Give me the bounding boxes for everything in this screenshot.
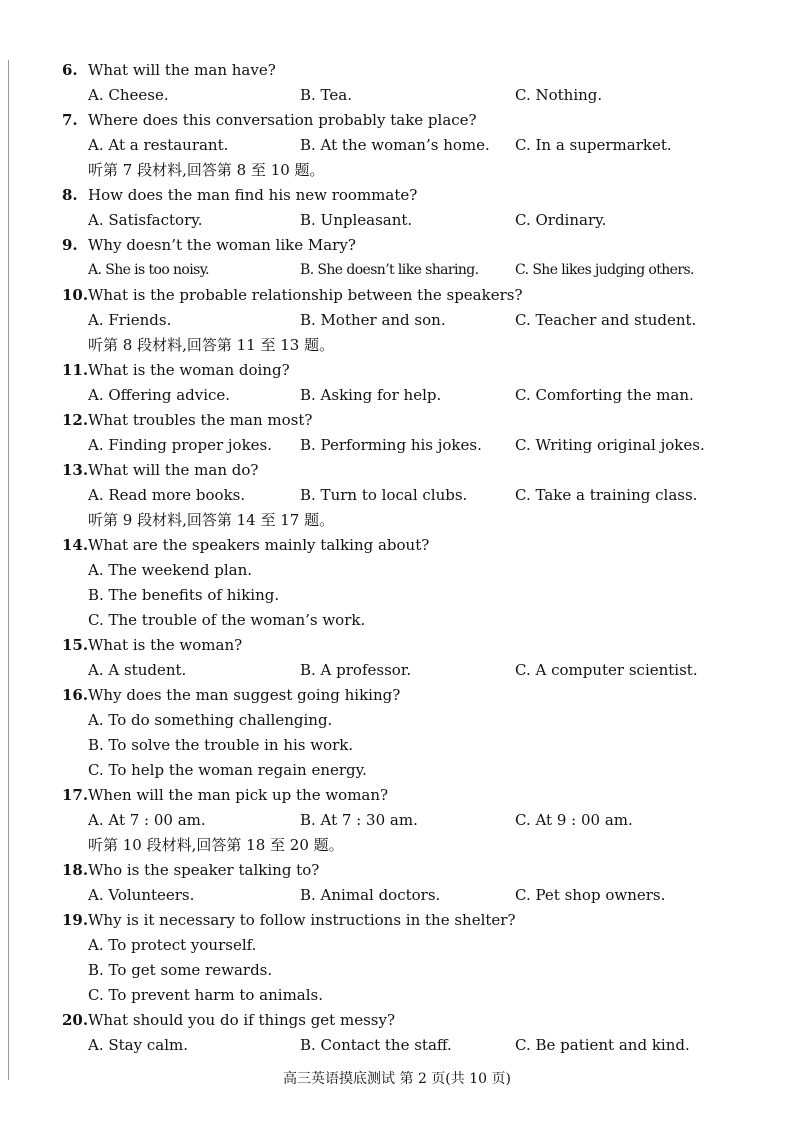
question-text: When will the man pick up the woman? [88, 786, 389, 804]
question-number: 7. [62, 111, 78, 129]
option-c: C. Ordinary. [515, 211, 607, 229]
question [62, 358, 762, 383]
option-c: C. She likes judging others. [515, 262, 694, 278]
question [62, 458, 762, 483]
question [62, 908, 762, 933]
option-line: A. To protect yourself. [88, 936, 257, 954]
option-a: A. She is too noisy. [88, 262, 210, 278]
option-row [62, 433, 762, 458]
option-line: C. The trouble of the woman’s work. [88, 611, 366, 629]
option-a: A. Finding proper jokes. [88, 436, 272, 454]
section-instruction: 听第 7 段材料,回答第 8 至 10 题。 [88, 161, 325, 179]
question-text: What is the woman? [88, 636, 243, 654]
question-text: How does the man find his new roommate? [88, 186, 418, 204]
option-b: B. She doesn’t like sharing. [300, 262, 479, 278]
question [62, 683, 762, 708]
page-footer: 高三英语摸底测试 第 2 页(共 10 页) [283, 1071, 511, 1087]
question [62, 108, 762, 133]
option-row [62, 808, 762, 833]
option-a: A. Volunteers. [88, 886, 195, 904]
option-a: A. Read more books. [88, 486, 246, 504]
question [62, 783, 762, 808]
option-line: A. The weekend plan. [88, 561, 253, 579]
option-row [62, 258, 762, 283]
section-instruction: 听第 10 段材料,回答第 18 至 20 题。 [88, 836, 344, 854]
question-number: 9. [62, 236, 78, 254]
option-b: B. Animal doctors. [300, 886, 441, 904]
option-row [62, 208, 762, 233]
question [62, 1008, 762, 1033]
option-b: B. Turn to local clubs. [300, 486, 468, 504]
option-line: B. To solve the trouble in his work. [88, 736, 354, 754]
question-text: Why does the man suggest going hiking? [88, 686, 401, 704]
question-number: 10. [62, 286, 89, 304]
option-c: C. Writing original jokes. [515, 436, 705, 454]
question-text: What will the man have? [88, 61, 276, 79]
question-list [62, 58, 762, 1058]
question-number: 17. [62, 786, 89, 804]
question-text: What is the woman doing? [88, 361, 290, 379]
question-text: Why doesn’t the woman like Mary? [88, 236, 356, 254]
option-a: A. At 7 : 00 am. [88, 811, 206, 829]
option-line: C. To help the woman regain energy. [88, 761, 367, 779]
section-instruction: 听第 9 段材料,回答第 14 至 17 题。 [88, 511, 335, 529]
question-text: Where does this conversation probably take place? [88, 111, 477, 129]
option-b: B. At 7 : 30 am. [300, 811, 418, 829]
option-a: A. Stay calm. [88, 1036, 188, 1054]
option-a: A. At a restaurant. [88, 136, 229, 154]
option-row [62, 133, 762, 158]
question-number: 15. [62, 636, 89, 654]
section-instruction: 听第 8 段材料,回答第 11 至 13 题。 [88, 336, 335, 354]
option-b: B. Tea. [300, 86, 352, 104]
question-text: Who is the speaker talking to? [88, 861, 320, 879]
option-a: A. Cheese. [88, 86, 169, 104]
option-c: C. Nothing. [515, 86, 603, 104]
question-text: What are the speakers mainly talking about? [88, 536, 430, 554]
option-line: B. The benefits of hiking. [88, 586, 280, 604]
question-number: 11. [62, 361, 89, 379]
question [62, 283, 762, 308]
question-number: 16. [62, 686, 89, 704]
option-row [62, 483, 762, 508]
option-c: C. Comforting the man. [515, 386, 694, 404]
option-c: C. Be patient and kind. [515, 1036, 690, 1054]
option-row [62, 83, 762, 108]
option-row [62, 883, 762, 908]
option-b: B. Unpleasant. [300, 211, 413, 229]
option-line: C. To prevent harm to animals. [88, 986, 323, 1004]
question-text: What troubles the man most? [88, 411, 313, 429]
option-c: C. Teacher and student. [515, 311, 697, 329]
option-a: A. Offering advice. [88, 386, 231, 404]
question-number: 20. [62, 1011, 89, 1029]
option-row [62, 383, 762, 408]
binding-line [8, 60, 9, 1080]
question-number: 12. [62, 411, 89, 429]
question-number: 14. [62, 536, 89, 554]
question-text: What should you do if things get messy? [88, 1011, 395, 1029]
option-a: A. Friends. [88, 311, 172, 329]
question-number: 8. [62, 186, 78, 204]
question [62, 633, 762, 658]
question [62, 533, 762, 558]
option-row [62, 1033, 762, 1058]
question-number: 13. [62, 461, 89, 479]
option-a: A. Satisfactory. [88, 211, 203, 229]
question-number: 18. [62, 861, 89, 879]
option-b: B. Performing his jokes. [300, 436, 482, 454]
option-b: B. Asking for help. [300, 386, 442, 404]
option-b: B. Mother and son. [300, 311, 446, 329]
question [62, 58, 762, 83]
option-a: A. A student. [88, 661, 187, 679]
question-text: What is the probable relationship between the speakers? [88, 286, 523, 304]
question [62, 183, 762, 208]
option-b: B. Contact the staff. [300, 1036, 452, 1054]
option-c: C. Take a training class. [515, 486, 698, 504]
option-line: A. To do something challenging. [88, 711, 333, 729]
option-c: C. In a supermarket. [515, 136, 672, 154]
option-row [62, 658, 762, 683]
question [62, 408, 762, 433]
option-c: C. Pet shop owners. [515, 886, 666, 904]
question-number: 19. [62, 911, 89, 929]
option-b: B. At the woman’s home. [300, 136, 490, 154]
question [62, 858, 762, 883]
question-text: What will the man do? [88, 461, 259, 479]
option-b: B. A professor. [300, 661, 412, 679]
option-c: C. At 9 : 00 am. [515, 811, 633, 829]
question-text: Why is it necessary to follow instructions in the shelter? [88, 911, 516, 929]
question-number: 6. [62, 61, 78, 79]
option-c: C. A computer scientist. [515, 661, 698, 679]
question [62, 233, 762, 258]
option-row [62, 308, 762, 333]
option-line: B. To get some rewards. [88, 961, 273, 979]
